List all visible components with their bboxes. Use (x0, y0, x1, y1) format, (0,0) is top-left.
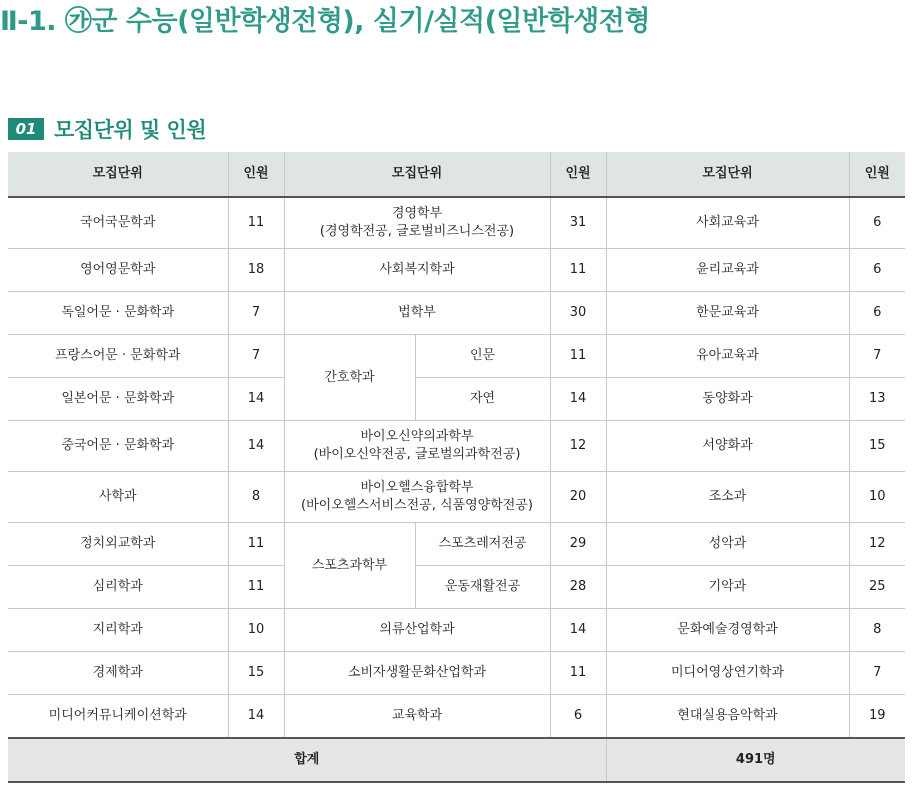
unit-cell: 사회교육과 (606, 197, 849, 249)
count-cell: 25 (849, 566, 905, 609)
unit-name: 바이오헬스융합학부 (360, 480, 474, 495)
unit-cell: 동양화과 (606, 378, 849, 421)
count-cell: 29 (550, 523, 606, 566)
count-cell: 6 (849, 249, 905, 292)
unit-cell: 사회복지학과 (284, 249, 550, 292)
count-cell: 30 (550, 292, 606, 335)
count-cell: 8 (849, 609, 905, 652)
unit-cell: 지리학과 (8, 609, 228, 652)
count-cell: 20 (550, 472, 606, 523)
unit-majors: (바이오신약전공, 글로벌의과학전공) (313, 447, 521, 462)
count-cell: 7 (849, 652, 905, 695)
table-row (8, 249, 905, 292)
subunit-cell: 자연 (415, 378, 550, 421)
table-row (8, 523, 905, 566)
table-row (8, 292, 905, 335)
unit-cell: 영어영문학과 (8, 249, 228, 292)
count-cell: 8 (228, 472, 284, 523)
section-header (8, 114, 206, 144)
count-cell: 12 (550, 421, 606, 472)
unit-cell: 기악과 (606, 566, 849, 609)
table-row (8, 378, 905, 421)
count-cell: 6 (849, 292, 905, 335)
count-cell: 31 (550, 197, 606, 249)
header-count: 인원 (228, 152, 284, 197)
unit-cell: 프랑스어문 · 문화학과 (8, 335, 228, 378)
subunit-cell: 운동재활전공 (415, 566, 550, 609)
section-title: 모집단위 및 인원 (54, 118, 207, 142)
subunit-cell: 스포츠레저전공 (415, 523, 550, 566)
unit-cell: 서양화과 (606, 421, 849, 472)
unit-name: 경영학부 (391, 206, 443, 221)
count-cell: 14 (228, 695, 284, 739)
count-cell: 11 (550, 249, 606, 292)
total-row (8, 738, 905, 782)
table-row (8, 421, 905, 472)
unit-cell: 사학과 (8, 472, 228, 523)
unit-cell: 미디어커뮤니케이션학과 (8, 695, 228, 739)
unit-cell: 독일어문 · 문화학과 (8, 292, 228, 335)
unit-cell: 일본어문 · 문화학과 (8, 378, 228, 421)
unit-name: 바이오신약의과학부 (360, 429, 474, 444)
table-row (8, 609, 905, 652)
unit-cell: 심리학과 (8, 566, 228, 609)
count-cell: 13 (849, 378, 905, 421)
count-cell: 14 (228, 378, 284, 421)
count-cell: 7 (228, 335, 284, 378)
unit-cell: 유아교육과 (606, 335, 849, 378)
unit-cell (284, 421, 550, 472)
unit-cell (284, 472, 550, 523)
count-cell: 11 (228, 523, 284, 566)
count-cell: 11 (228, 566, 284, 609)
count-cell: 18 (228, 249, 284, 292)
count-cell: 28 (550, 566, 606, 609)
total-value: 491명 (606, 738, 905, 782)
header-unit: 모집단위 (8, 152, 228, 197)
unit-cell: 경제학과 (8, 652, 228, 695)
count-cell: 7 (849, 335, 905, 378)
total-label: 합계 (8, 738, 606, 782)
section-number-badge: 01 (8, 118, 44, 140)
table-row (8, 566, 905, 609)
count-cell: 14 (550, 378, 606, 421)
count-cell: 15 (228, 652, 284, 695)
count-cell: 10 (228, 609, 284, 652)
count-cell: 6 (550, 695, 606, 739)
unit-cell: 스포츠과학부 (284, 523, 415, 609)
count-cell: 15 (849, 421, 905, 472)
header-count: 인원 (550, 152, 606, 197)
page-title: Ⅱ-1. ㉮군 수능(일반학생전형), 실기/실적(일반학생전형 (0, 6, 650, 37)
unit-cell: 문화예술경영학과 (606, 609, 849, 652)
unit-majors: (경영학전공, 글로벌비즈니스전공) (319, 224, 515, 239)
subunit-cell: 인문 (415, 335, 550, 378)
count-cell: 10 (849, 472, 905, 523)
unit-majors: (바이오헬스서비스전공, 식품영양학전공) (301, 498, 533, 513)
table-row (8, 197, 905, 249)
table-header-row (8, 152, 905, 197)
table-row (8, 335, 905, 378)
unit-cell: 조소과 (606, 472, 849, 523)
count-cell: 11 (550, 652, 606, 695)
unit-cell: 법학부 (284, 292, 550, 335)
unit-cell: 교육학과 (284, 695, 550, 739)
count-cell: 14 (550, 609, 606, 652)
unit-cell: 윤리교육과 (606, 249, 849, 292)
header-count: 인원 (849, 152, 905, 197)
header-unit: 모집단위 (606, 152, 849, 197)
table-row (8, 652, 905, 695)
unit-cell: 간호학과 (284, 335, 415, 421)
count-cell: 11 (550, 335, 606, 378)
unit-cell: 정치외교학과 (8, 523, 228, 566)
table-row (8, 472, 905, 523)
unit-cell: 현대실용음악학과 (606, 695, 849, 739)
count-cell: 7 (228, 292, 284, 335)
count-cell: 19 (849, 695, 905, 739)
unit-cell (284, 197, 550, 249)
unit-cell: 성악과 (606, 523, 849, 566)
count-cell: 12 (849, 523, 905, 566)
unit-cell: 소비자생활문화산업학과 (284, 652, 550, 695)
count-cell: 6 (849, 197, 905, 249)
count-cell: 14 (228, 421, 284, 472)
unit-cell: 의류산업학과 (284, 609, 550, 652)
header-unit: 모집단위 (284, 152, 550, 197)
unit-cell: 미디어영상연기학과 (606, 652, 849, 695)
admission-quota-table (8, 152, 905, 783)
unit-cell: 중국어문 · 문화학과 (8, 421, 228, 472)
count-cell: 11 (228, 197, 284, 249)
table-row (8, 695, 905, 739)
unit-cell: 국어국문학과 (8, 197, 228, 249)
unit-cell: 한문교육과 (606, 292, 849, 335)
